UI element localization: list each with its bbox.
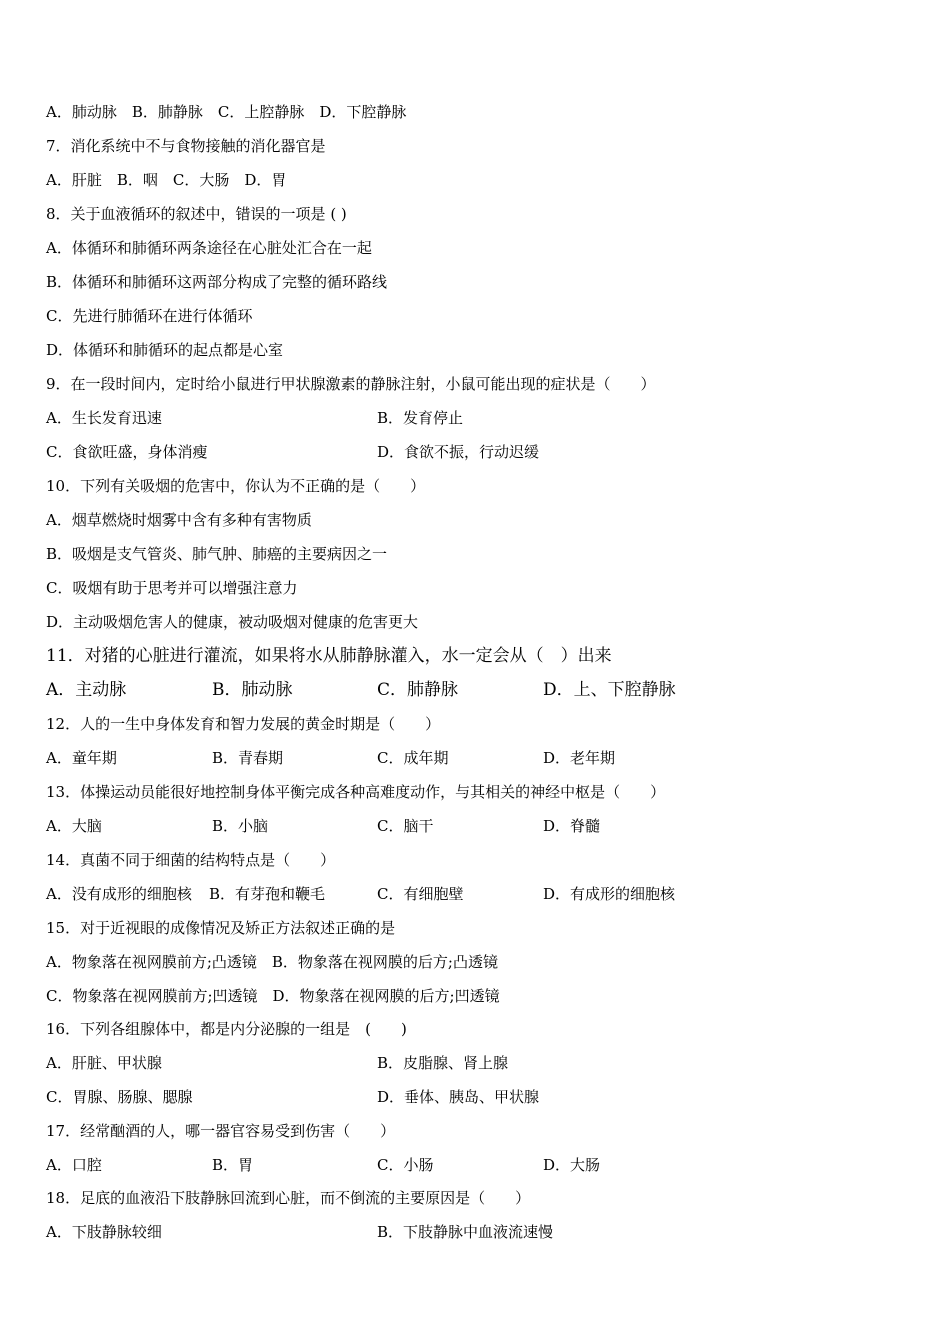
line-text: 16．下列各组腺体中，都是内分泌腺的一组是 ( ) bbox=[46, 1020, 407, 1038]
option-cell: B．有芽孢和鞭毛 bbox=[209, 885, 326, 903]
option-cell: C．脑干 bbox=[377, 817, 434, 835]
option-cell: D．老年期 bbox=[543, 749, 616, 767]
option-cell: C．有细胞壁 bbox=[377, 885, 464, 903]
line-text: B．吸烟是支气管炎、肺气肿、肺癌的主要病因之一 bbox=[46, 545, 388, 563]
line-text: A．体循环和肺循环两条途径在心脏处汇合在一起 bbox=[46, 239, 372, 257]
option-line bbox=[46, 304, 252, 328]
line-text: 7．消化系统中不与食物接触的消化器官是 bbox=[46, 137, 326, 155]
option-line bbox=[46, 338, 283, 362]
option-cell: B．皮脂腺、肾上腺 bbox=[377, 1054, 509, 1072]
option-cell: D．大肠 bbox=[543, 1156, 601, 1174]
line-text: A．烟草燃烧时烟雾中含有多种有害物质 bbox=[46, 511, 312, 529]
line-text: C．物象落在视网膜前方;凹透镜 D．物象落在视网膜的后方;凹透镜 bbox=[46, 987, 500, 1005]
option-cell: A．大脑 bbox=[46, 817, 102, 835]
option-cell: A．口腔 bbox=[46, 1156, 102, 1174]
option-cell: B．肺动脉 bbox=[212, 680, 293, 700]
line-text: 8．关于血液循环的叙述中，错误的一项是 ( ) bbox=[46, 205, 347, 223]
option-line bbox=[46, 270, 387, 294]
line-text: C．先进行肺循环在进行体循环 bbox=[46, 307, 253, 325]
option-row bbox=[46, 168, 286, 192]
option-cell: B．发育停止 bbox=[377, 409, 464, 427]
line-text: 18．足底的血液沿下肢静脉回流到心脏，而不倒流的主要原因是（ ） bbox=[46, 1189, 531, 1207]
option-cell: D．食欲不振，行动迟缓 bbox=[377, 443, 540, 461]
option-cell: B．小脑 bbox=[212, 817, 269, 835]
question-stem bbox=[46, 1119, 395, 1143]
line-text: 10．下列有关吸烟的危害中，你认为不正确的是（ ） bbox=[46, 477, 426, 495]
question-stem bbox=[46, 372, 656, 396]
line-text: 13．体操运动员能很好地控制身体平衡完成各种高难度动作，与其相关的神经中枢是（ ） bbox=[46, 783, 666, 801]
option-line bbox=[46, 610, 418, 634]
question-stem bbox=[46, 1017, 407, 1041]
option-row bbox=[46, 984, 500, 1008]
question-stem bbox=[46, 134, 326, 158]
option-cell: D．有成形的细胞核 bbox=[543, 885, 676, 903]
line-text: A．物象落在视网膜前方;凸透镜 B．物象落在视网膜的后方;凸透镜 bbox=[46, 953, 498, 971]
option-cell: C．小肠 bbox=[377, 1156, 434, 1174]
option-row bbox=[46, 950, 498, 974]
option-cell: A．童年期 bbox=[46, 749, 117, 767]
option-cell: A．生长发育迅速 bbox=[46, 409, 162, 427]
option-cell: B．下肢静脉中血液流速慢 bbox=[377, 1223, 554, 1241]
option-cell: A．主动脉 bbox=[46, 680, 127, 700]
line-text: 9．在一段时间内，定时给小鼠进行甲状腺激素的静脉注射，小鼠可能出现的症状是（ ） bbox=[46, 375, 656, 393]
question-stem bbox=[46, 916, 395, 940]
option-line bbox=[46, 576, 297, 600]
option-cell: C．胃腺、肠腺、腮腺 bbox=[46, 1088, 193, 1106]
question-stem bbox=[46, 202, 347, 226]
option-cell: D．脊髓 bbox=[543, 817, 601, 835]
line-text: 15．对于近视眼的成像情况及矫正方法叙述正确的是 bbox=[46, 919, 396, 937]
option-line bbox=[46, 236, 372, 260]
option-cell: A．肝脏、甲状腺 bbox=[46, 1054, 162, 1072]
option-cell: A．下肢静脉较细 bbox=[46, 1223, 162, 1241]
line-text: B．体循环和肺循环这两部分构成了完整的循环路线 bbox=[46, 273, 388, 291]
line-text: A．肝脏 B．咽 C．大肠 D．胃 bbox=[46, 171, 287, 189]
line-text: 11．对猪的心脏进行灌流，如果将水从肺静脉灌入，水一定会从（ ）出来 bbox=[46, 646, 612, 666]
line-text: 12．人的一生中身体发育和智力发展的黄金时期是（ ） bbox=[46, 715, 441, 733]
option-cell: C．肺静脉 bbox=[377, 680, 459, 700]
line-text: 14．真菌不同于细菌的结构特点是（ ） bbox=[46, 851, 336, 869]
option-cell: D．垂体、胰岛、甲状腺 bbox=[377, 1088, 540, 1106]
option-line bbox=[46, 508, 312, 532]
line-text: 17．经常酗酒的人，哪一器官容易受到伤害（ ） bbox=[46, 1122, 396, 1140]
line-text: D．主动吸烟危害人的健康，被动吸烟对健康的危害更大 bbox=[46, 613, 419, 631]
option-cell: C．食欲旺盛，身体消瘦 bbox=[46, 443, 208, 461]
option-cell: B．胃 bbox=[212, 1156, 254, 1174]
question-stem bbox=[46, 848, 335, 872]
line-text: C．吸烟有助于思考并可以增强注意力 bbox=[46, 579, 298, 597]
option-cell: D．上、下腔静脉 bbox=[543, 680, 676, 700]
question-stem bbox=[46, 780, 665, 804]
line-text: A．肺动脉 B．肺静脉 C．上腔静脉 D．下腔静脉 bbox=[46, 103, 407, 121]
question-stem bbox=[46, 644, 612, 668]
line-text: D．体循环和肺循环的起点都是心室 bbox=[46, 341, 284, 359]
option-line bbox=[46, 542, 387, 566]
option-cell: B．青春期 bbox=[212, 749, 284, 767]
option-cell: A．没有成形的细胞核 bbox=[46, 885, 192, 903]
question-stem bbox=[46, 1186, 530, 1210]
question-stem bbox=[46, 474, 425, 498]
question-stem bbox=[46, 712, 440, 736]
option-row bbox=[46, 100, 406, 124]
option-cell: C．成年期 bbox=[377, 749, 449, 767]
